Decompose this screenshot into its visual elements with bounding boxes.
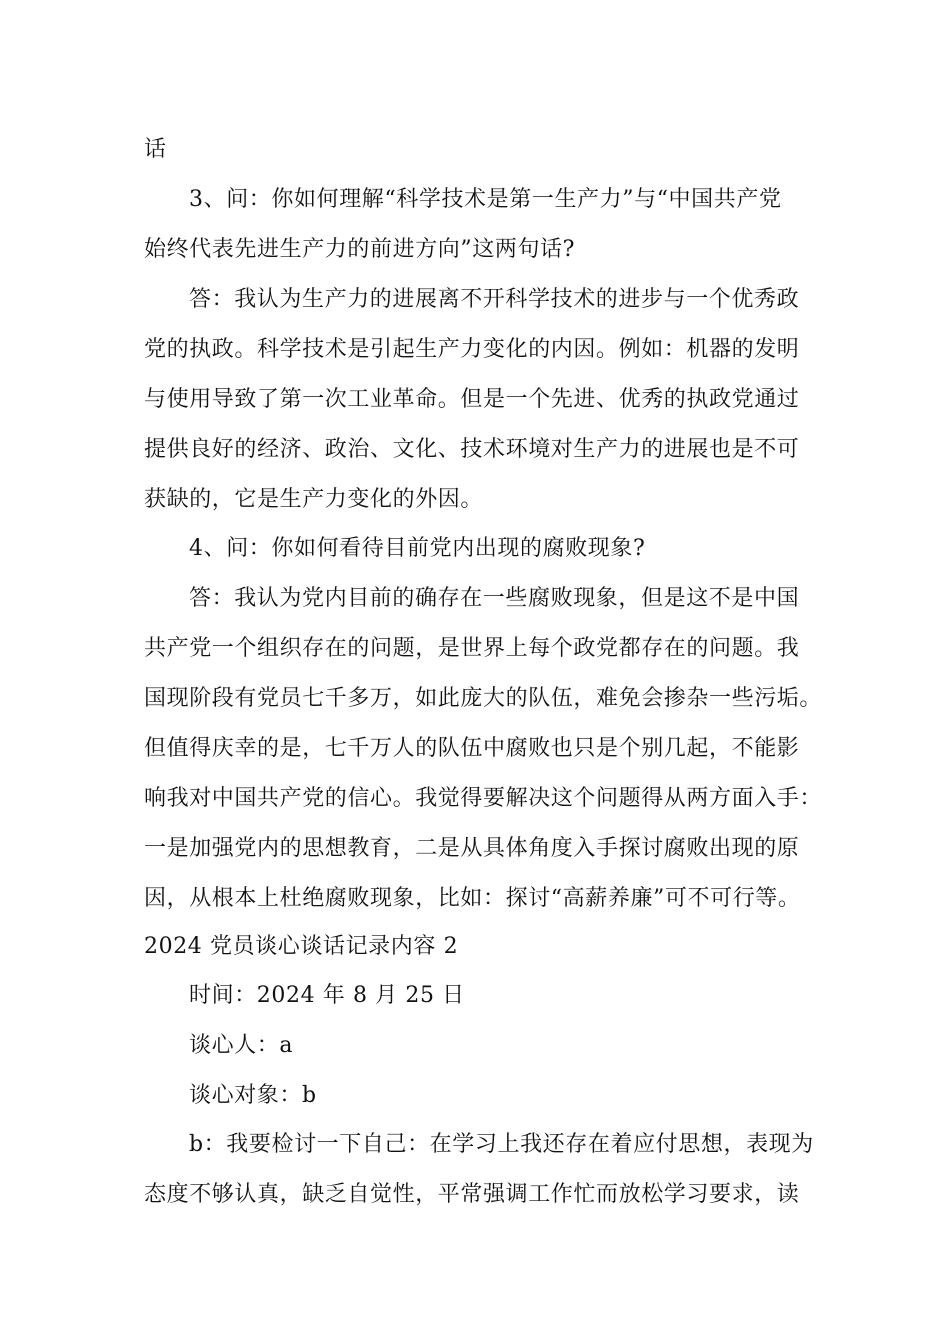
text-line: 始终代表先进生产力的前进方向”这两句话? [144,237,576,262]
text-line: 因，从根本上杜绝腐败现象，比如：探讨“高薪养廉”可不可行等。 [144,886,801,911]
interviewee: 谈心对象：b [189,1083,317,1108]
section-heading: 2024 党员谈心谈话记录内容 2 [144,934,459,959]
question-3-line: 3、问：你如何理解“科学技术是第一生产力”与“中国共产党 [189,187,782,212]
text-line: 响我对中国共产党的信心。我觉得要解决这个问题得从两方面入手： [144,786,823,811]
text-line: 提供良好的经济、政治、文化、技术环境对生产力的进展也是不可 [144,437,800,462]
text-line: 国现阶段有党员七千多万，如此庞大的队伍，难免会掺杂一些污垢。 [144,686,823,711]
statement-b-line: b：我要检讨一下自己：在学习上我还存在着应付思想，表现为 [189,1132,814,1157]
text-line: 但值得庆幸的是，七千万人的队伍中腐败也只是个别几起，不能影 [144,736,800,761]
text-line: 获缺的，它是生产力变化的外因。 [144,487,484,512]
text-line: 话 [144,137,167,162]
text-line: 与使用导致了第一次工业革命。但是一个先进、优秀的执政党通过 [144,387,800,412]
text-line: 一是加强党内的思想教育，二是从具体角度入手探讨腐败出现的原 [144,836,800,861]
meeting-time: 时间：2024 年 8 月 25 日 [189,983,465,1008]
answer-4-line: 答：我认为党内目前的确存在一些腐败现象，但是这不是中国 [189,586,800,611]
text-line: 共产党一个组织存在的问题，是世界上每个政党都存在的问题。我 [144,636,800,661]
question-4-line: 4、问：你如何看待目前党内出现的腐败现象? [189,536,646,561]
interviewer: 谈心人：a [189,1033,294,1058]
answer-3-line: 答：我认为生产力的进展离不开科学技术的进步与一个优秀政 [189,287,800,312]
text-line: 党的执政。科学技术是引起生产力变化的内因。例如：机器的发明 [144,337,800,362]
text-line: 态度不够认真，缺乏自觉性，平常强调工作忙而放松学习要求，读 [144,1182,800,1207]
